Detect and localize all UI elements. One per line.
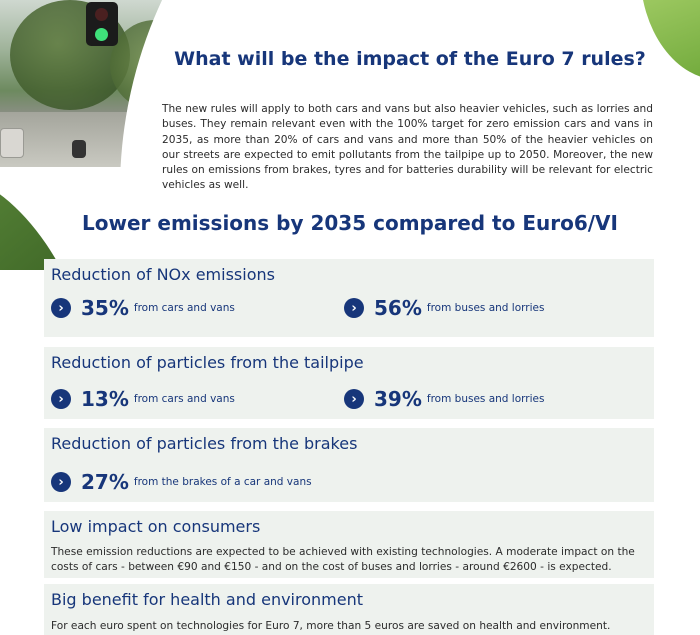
chevron-right-icon: › xyxy=(344,298,364,318)
traffic-light-icon xyxy=(86,2,118,46)
nox-panel xyxy=(44,259,654,337)
stat-label: from buses and lorries xyxy=(426,302,545,314)
stat-value: 27% xyxy=(81,470,129,494)
health-panel xyxy=(44,584,654,635)
red-lamp xyxy=(95,8,108,21)
consumers-heading: Low impact on consumers xyxy=(51,517,261,536)
tailpipe-buses-stat xyxy=(344,387,544,411)
nox-heading: Reduction of NOx emissions xyxy=(51,265,275,284)
stat-value: 35% xyxy=(81,296,129,320)
nox-cars-stat xyxy=(51,296,235,320)
stat-label: from cars and vans xyxy=(133,302,235,314)
chevron-right-icon: › xyxy=(51,298,71,318)
health-heading: Big benefit for health and environment xyxy=(51,590,363,609)
stat-label: from the brakes of a car and vans xyxy=(133,476,312,488)
consumers-text: These emission reductions are expected to be achieved with existing technologies. A moderate impact on the costs of cars - between €90 and €150 - and on the cost of buses and lorries - around €2600 - is expected. xyxy=(51,546,635,574)
nox-buses-stat xyxy=(344,296,544,320)
motorbike-shape xyxy=(72,140,86,158)
stat-label: from buses and lorries xyxy=(426,393,545,405)
stat-value: 56% xyxy=(374,296,422,320)
health-text: For each euro spent on technologies for Euro 7, more than 5 euros are saved on health and environment. xyxy=(51,620,611,632)
intro-paragraph: The new rules will apply to both cars and vans but also heavier vehicles, such as lorries and buses. They remain relevant even with the 100% target for zero emission cars and vans in 2035, as more than 20% of cars and vans and more than 50% of the heavier vehicles on our streets are expected to emit pollutants from the tailpipe up to 2050. Moreover, the new rules on emissions from brakes, tyres and for batteries durability will be relevant for electric vehicles as well. xyxy=(162,103,653,192)
chevron-right-icon: › xyxy=(51,472,71,492)
brakes-heading: Reduction of particles from the brakes xyxy=(51,434,358,453)
brakes-panel xyxy=(44,428,654,502)
stat-label: from cars and vans xyxy=(133,393,235,405)
tailpipe-panel xyxy=(44,347,654,419)
page-title: What will be the impact of the Euro 7 rules? xyxy=(174,48,646,70)
consumers-panel xyxy=(44,511,654,578)
chevron-right-icon: › xyxy=(51,389,71,409)
car-shape xyxy=(0,128,24,158)
section-subtitle: Lower emissions by 2035 compared to Euro6/VI xyxy=(82,211,618,235)
chevron-right-icon: › xyxy=(344,389,364,409)
brakes-cars-stat xyxy=(51,470,312,494)
tailpipe-heading: Reduction of particles from the tailpipe xyxy=(51,353,364,372)
stat-value: 39% xyxy=(374,387,422,411)
stat-value: 13% xyxy=(81,387,129,411)
tailpipe-cars-stat xyxy=(51,387,235,411)
green-lamp xyxy=(95,28,108,41)
